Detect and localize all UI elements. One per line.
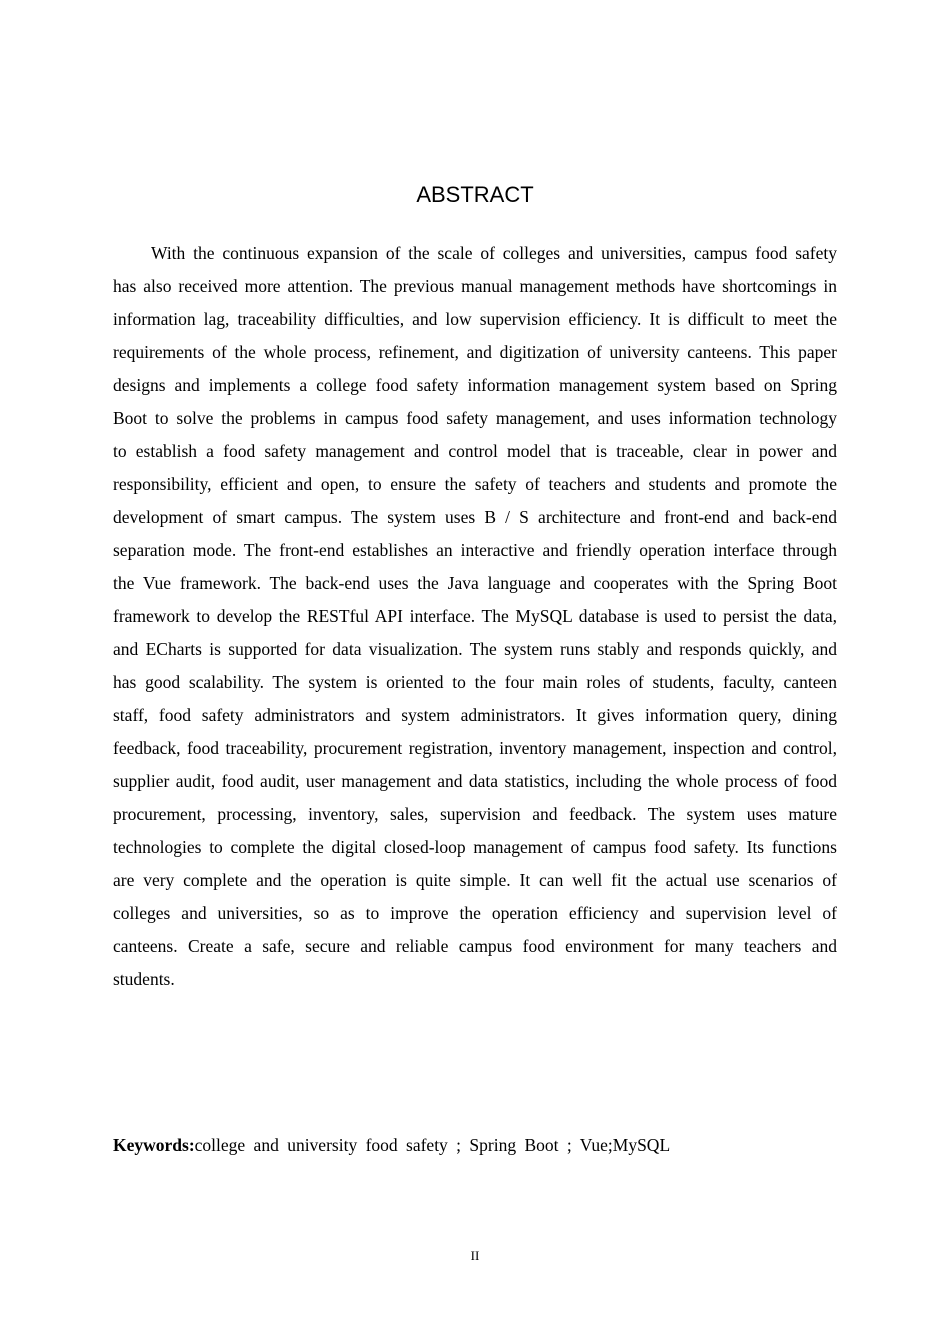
abstract-body: With the continuous expansion of the scale of colleges and universities, campus food safety has also received more attention. The previous manual management methods have shortcomings in information lag, traceability difficulties, and low supervision efficiency. It is difficult to meet the requirements of the whole process, refinement, and digitization of university canteens. This paper designs and implements a college food safety information management system based on Spring Boot to solve the problems in campus food safety management, and uses information technology to establish a food safety management and control model that is traceable, clear in power and responsibility, efficient and open, to ensure the safety of teachers and students and promote the development of smart campus. The system uses B / S architecture and front-end and back-end separation mode. The front-end establishes an interactive and friendly operation interface through the Vue framework. The back-end uses the Java language and cooperates with the Spring Boot framework to develop the RESTful API interface. The MySQL database is used to persist the data, and ECharts is supported for data visualization. The system runs stably and responds quickly, and has good scalability. The system is oriented to the four main roles of students, faculty, canteen staff, food safety administrators and system administrators. It gives information query, dining feedback, food traceability, procurement registration, inventory management, inspection and control, supplier audit, food audit, user management and data statistics, including the whole process of food procurement, processing, inventory, sales, supervision and feedback. The system uses mature technologies to complete the digital closed-loop management of campus food safety. Its functions are very complete and the operation is quite simple. It can well fit the actual use scenarios of colleges and universities, so as to improve the operation efficiency and supervision level of canteens. Create a safe, secure and reliable campus food environment for many teachers and students.	[113, 243, 837, 989]
page-number: II	[470, 1248, 480, 1263]
keywords-label: Keywords:	[113, 1135, 195, 1155]
abstract-title: ABSTRACT	[416, 182, 534, 207]
keywords-line	[113, 1129, 837, 1162]
keywords-text: college and university food safety ; Spring Boot ; Vue;MySQL	[194, 1135, 671, 1155]
